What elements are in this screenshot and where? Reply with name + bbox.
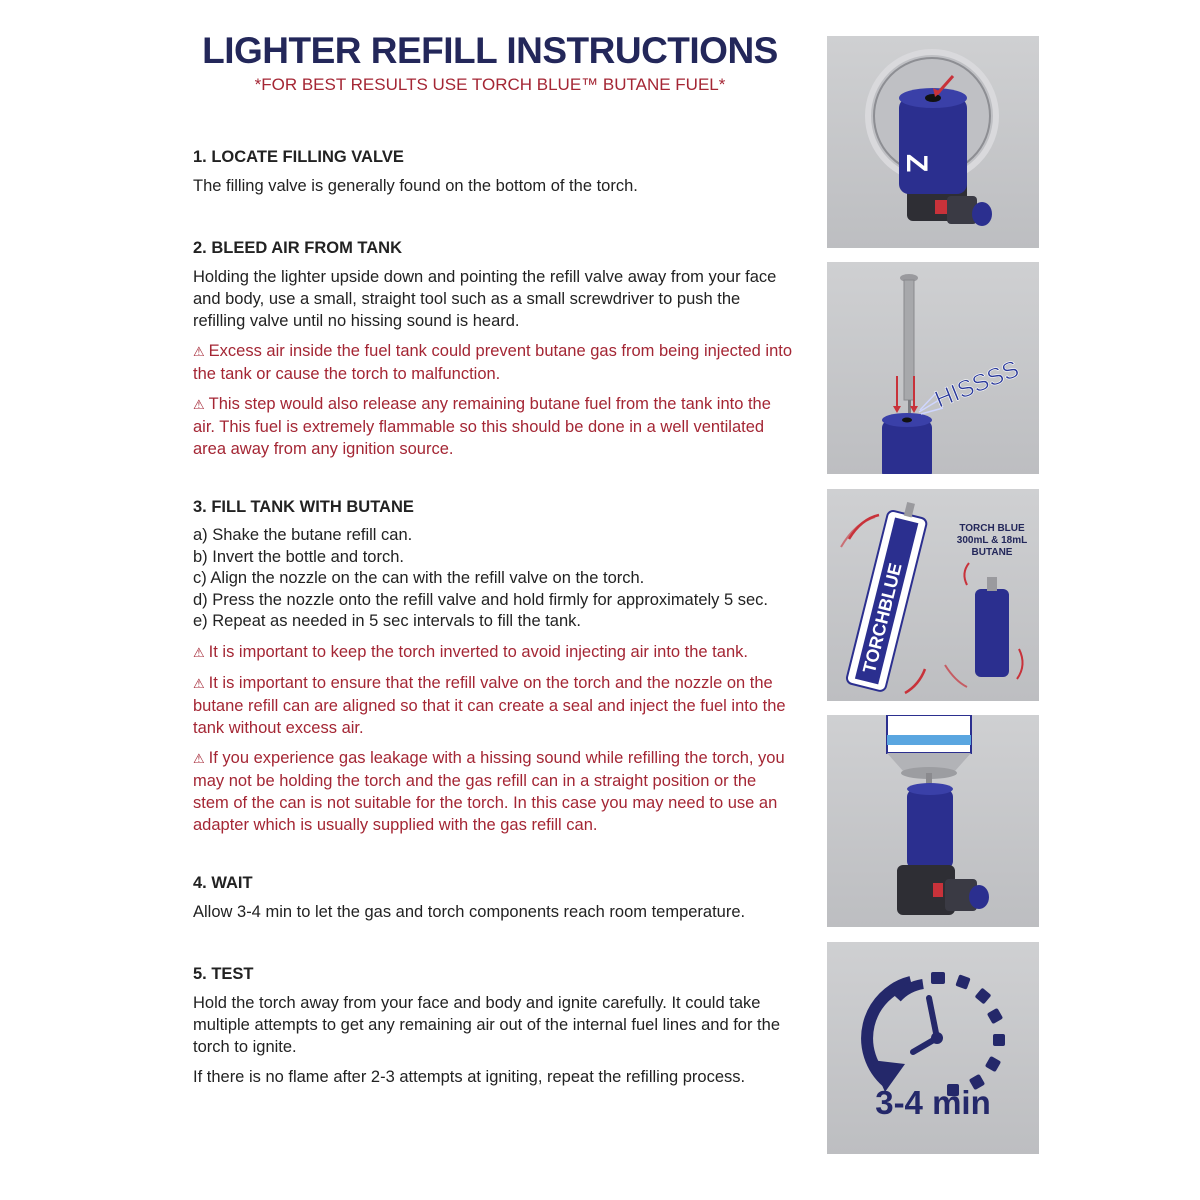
list-item: b) Invert the bottle and torch.	[193, 547, 404, 566]
step-body: Holding the lighter upside down and pointing the refill valve away from your face and body, use a small, straight tool such as a small screwdriver to push the refilling valve until no hissing sound is heard.	[193, 268, 777, 330]
step-list	[193, 525, 793, 633]
list-item: c) Align the nozzle on the can with the refill valve on the torch.	[193, 569, 645, 587]
clock-label: 3-4 min	[875, 1084, 991, 1121]
step-3	[193, 498, 793, 844]
list-item: e) Repeat as needed in 5 sec intervals to fill the tank.	[193, 612, 581, 630]
step-body: Hold the torch away from your face and body and ignite carefully. It could take multiple attempts to get any remaining air out of the internal fuel lines and for the torch to ignite.	[193, 994, 780, 1056]
step-heading: 3. FILL TANK WITH BUTANE	[193, 498, 414, 516]
warning-note: ⚠ This step would also release any remaining butane fuel from the tank into the air. This fuel is extremely flammable so this should be done in a well ventilated area away from any ignition source.	[193, 395, 771, 458]
can-label-line: BUTANE	[971, 547, 1013, 558]
warning-icon: ⚠	[193, 644, 205, 660]
panel-bleed-air	[827, 262, 1039, 474]
warning-icon: ⚠	[193, 750, 205, 766]
step-5	[193, 965, 793, 1096]
warning-icon: ⚠	[193, 344, 205, 359]
warning-note: ⚠ It is important to keep the torch inverted to avoid injecting air into the tank.	[193, 642, 748, 661]
step-body: Allow 3-4 min to let the gas and torch components reach room temperature.	[193, 903, 746, 921]
step-heading: 1. LOCATE FILLING VALVE	[193, 148, 404, 166]
step-2	[193, 239, 793, 468]
stopwatch-icon	[827, 942, 1039, 1154]
magnifier-illustration	[827, 36, 1039, 248]
screwdriver-illustration	[827, 262, 1039, 474]
step-heading: 2. BLEED AIR FROM TANK	[193, 239, 402, 257]
can-label	[947, 523, 1037, 559]
step-heading: 5. TEST	[193, 965, 254, 983]
can-label-line: TORCH BLUE	[959, 523, 1025, 534]
hiss-text: HISSSS	[931, 355, 1023, 414]
warning-icon: ⚠	[193, 675, 205, 691]
step-4	[193, 874, 793, 931]
panel-wait-clock	[827, 942, 1039, 1154]
svg-text:Z: Z	[900, 154, 933, 173]
step-body-note: If there is no flame after 2-3 attempts at igniting, repeat the refilling process.	[193, 1068, 746, 1086]
filling-illustration	[827, 715, 1039, 927]
panel-butane-cans	[827, 489, 1039, 701]
warning-note: ⚠ If you experience gas leakage with a hissing sound while refilling the torch, you may not be holding the torch and the gas refill can in a straight position or the stem of the can is not suitable for the torch. In this case you may need to use an adapter which is usually supplied with the gas refill can.	[193, 748, 785, 834]
panel-locate-valve	[827, 36, 1039, 248]
page-title: LIGHTER REFILL INSTRUCTIONS	[202, 30, 778, 71]
step-1	[193, 148, 793, 205]
warning-note: ⚠ It is important to ensure that the refill valve on the torch and the nozzle on the butane refill can are aligned so that it can create a seal and inject the fuel into the tank without excess air.	[193, 673, 786, 737]
warning-note: ⚠ Excess air inside the fuel tank could prevent butane gas from being injected into the tank or cause the torch to malfunction.	[193, 342, 793, 383]
list-item: a) Shake the butane refill can.	[193, 526, 413, 544]
can-label-line: 300mL & 18mL	[956, 535, 1028, 546]
list-item: d) Press the nozzle onto the refill valve and hold firmly for approximately 5 sec.	[193, 590, 769, 609]
panel-fill-tank	[827, 715, 1039, 927]
page-subtitle: *FOR BEST RESULTS USE TORCH BLUE™ BUTANE FUEL*	[254, 75, 726, 94]
step-body: The filling valve is generally found on the bottom of the torch.	[193, 177, 638, 195]
can-brand-text: TORCHBLUE	[859, 560, 906, 676]
warning-icon: ⚠	[193, 397, 205, 412]
butane-can-illustration	[827, 489, 1039, 701]
step-heading: 4. WAIT	[193, 874, 253, 892]
